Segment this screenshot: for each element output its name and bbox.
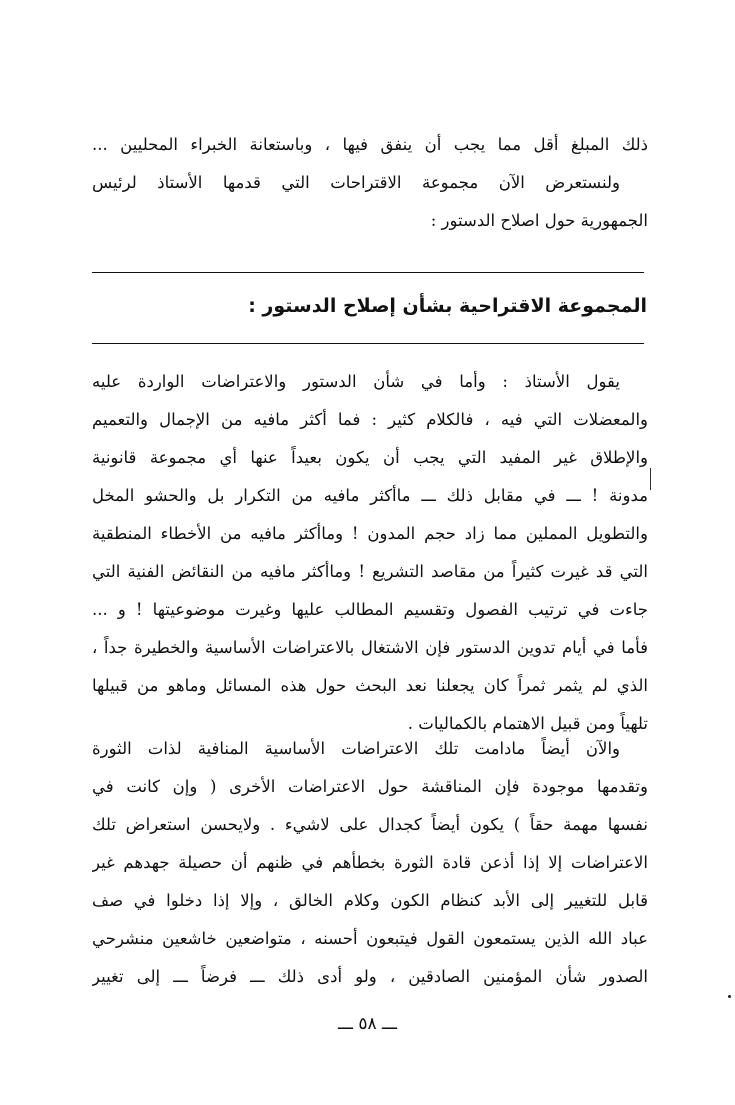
paragraph-line: قابل للتغيير إلى الأبد كنظام الكون وكلام الخالق ، وإلا إذا دخلوا في صف [92, 891, 648, 910]
paragraph-line: الاعتراضات إلا إذا أذعن قادة الثورة بخطأهم في ظنهم أن حصيلة جهدهم غير [92, 853, 648, 872]
paragraph-line: يقول الأستاذ : وأما في شأن الدستور والاعتراضات الواردة عليه [92, 372, 620, 391]
intro-text [92, 126, 648, 240]
heading-bottom-rule [92, 343, 644, 344]
paragraph-1 [92, 363, 648, 743]
paragraph-line: مدونة ! ـــ في مقابل ذلك ـــ ماأكثر مافيه من التكرار بل والحشو المخل [92, 486, 648, 505]
paragraph-line: فأما في أيام تدوين الدستور فإن الاشتغال بالاعتراضات الأساسية والخطيرة جداً ، [92, 638, 648, 657]
paragraph-line: والمعضلات التي فيه ، فالكلام كثير : فما أكثر مافيه من الإجمال والتعميم [92, 410, 648, 429]
paragraph-line: نفسها مهمة حقاً ) يكون أيضاً كجدال على لاشيء . ولايحسن استعراض تلك [92, 815, 648, 834]
paragraph-2 [92, 730, 648, 996]
paragraph-line: الذي لم يثمر ثمراً كان يجعلنا نعد البحث حول هذه المسائل وماهو من قبيلها [92, 676, 648, 695]
intro-line: الجمهورية حول اصلاح الدستور : [430, 211, 648, 230]
paragraph-line: عباد الله الذين يستمعون القول فيتبعون أحسنه ، متواضعين خاشعين منشرحي [92, 929, 648, 948]
paragraph-line: والآن أيضاً مادامت تلك الاعتراضات الأساسية المنافية لذات الثورة [92, 739, 620, 758]
paragraph-line: تلهياً ومن قبيل الاهتمام بالكماليات . [407, 714, 648, 733]
margin-mark [650, 468, 651, 490]
section-heading: المجموعة الاقتراحية بشأن إصلاح الدستور : [248, 295, 647, 317]
intro-line: ذلك المبلغ أقل مما يجب أن ينفق فيها ، وباستعانة الخبراء المحليين ... [92, 135, 648, 154]
paragraph-line: وتقدمها موجودة فإن المناقشة حول الاعتراضات الأخرى ( وإن كانت في [92, 777, 648, 796]
page-number: ـــ ٥٨ ـــ [338, 1014, 397, 1034]
paragraph-line: جاءت في ترتيب الفصول وتقسيم المطالب عليها وغيرت موضوعيتها ! و ... [92, 600, 648, 619]
paragraph-line: والتطويل المملين مما زاد حجم المدون ! وماأكثر مافيه من الأخطاء المنطقية [92, 524, 648, 543]
scan-dot [728, 995, 731, 998]
paragraph-line: التي قد غيرت كثيراً من مقاصد التشريع ! وماأكثر مافيه من النقائض الفنية التي [92, 562, 648, 581]
intro-line: ولنستعرض الآن مجموعة الاقتراحات التي قدمها الأستاذ لرئيس [92, 173, 620, 192]
paragraph-line: الصدور شأن المؤمنين الصادقين ، ولو أدى ذلك ـــ فرضاً ـــ إلى تغيير [92, 967, 648, 986]
heading-top-rule [92, 272, 644, 273]
paragraph-line: والإطلاق غير المفيد التي يجب أن يكون بعيداً عنها أي مجموعة قانونية [92, 448, 648, 467]
